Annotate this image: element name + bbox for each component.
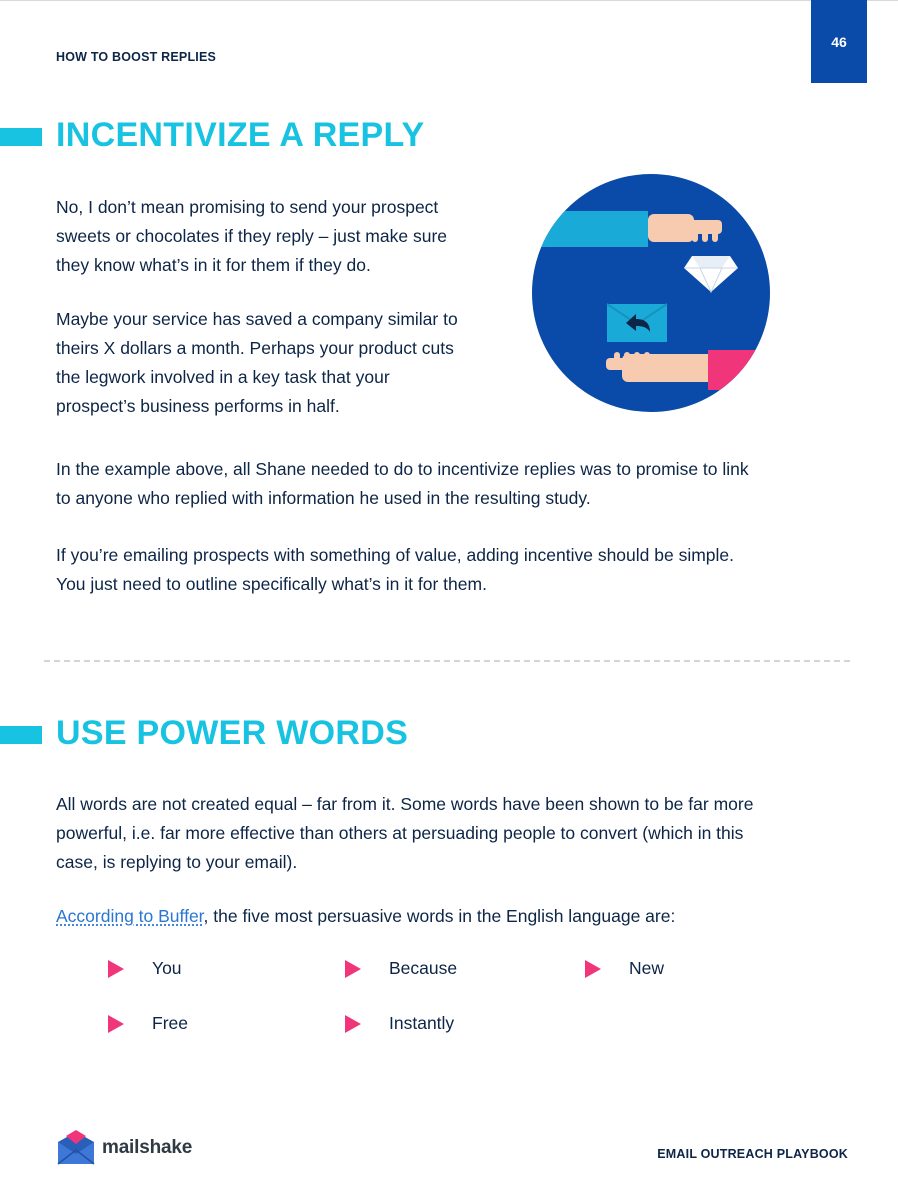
exchange-illustration bbox=[532, 174, 770, 412]
list-item: Free bbox=[108, 1013, 188, 1034]
buffer-link[interactable]: According to Buffer bbox=[56, 906, 204, 926]
section-accent-bar bbox=[0, 128, 42, 146]
section-title-incentivize: INCENTIVIZE A REPLY bbox=[56, 116, 425, 154]
triangle-bullet-icon bbox=[108, 1015, 124, 1033]
triangle-bullet-icon bbox=[585, 960, 601, 978]
triangle-bullet-icon bbox=[108, 960, 124, 978]
brand-wordmark: mailshake bbox=[102, 1137, 193, 1158]
paragraph-buffer: According to Buffer, the five most persuasive words in the English language are: bbox=[56, 906, 676, 926]
paragraph-power-words: All words are not created equal – far from it. Some words have been shown to be far more powerful, i.e. far more effective than others at persuading people to convert (which in this case, is replying to your email). bbox=[56, 794, 754, 872]
paragraph-service: Maybe your service has saved a company similar to theirs X dollars a month. Perhaps your product cuts the legwork involved in a key task that your prospect’s business performs in half. bbox=[56, 309, 458, 416]
section-accent-bar bbox=[0, 726, 42, 744]
paragraph-intro: No, I don’t mean promising to send your prospect sweets or chocolates if they reply – just make sure they know what’s in it for them if they do. bbox=[56, 197, 448, 275]
reply-email-icon bbox=[607, 304, 667, 342]
top-rule bbox=[0, 0, 898, 1]
section-divider bbox=[44, 660, 850, 662]
paragraph-example: In the example above, all Shane needed to do to incentivize replies was to promise to link to anyone who replied with information he used in the resulting study. bbox=[56, 459, 749, 508]
list-item: You bbox=[108, 958, 182, 979]
list-item: Because bbox=[345, 958, 457, 979]
list-item: New bbox=[585, 958, 664, 979]
section-title-power-words: USE POWER WORDS bbox=[56, 714, 409, 752]
page-number: 46 bbox=[831, 33, 847, 50]
mailshake-logo bbox=[56, 1130, 192, 1166]
running-head: HOW TO BOOST REPLIES bbox=[56, 50, 217, 64]
page-number-tab bbox=[811, 0, 867, 83]
footer-title: EMAIL OUTREACH PLAYBOOK bbox=[657, 1147, 848, 1161]
paragraph-value: If you’re emailing prospects with something of value, adding incentive should be simple. You just need to outline specifically what’s in it for them. bbox=[56, 545, 735, 594]
triangle-bullet-icon bbox=[345, 960, 361, 978]
mailshake-envelope-icon bbox=[56, 1130, 96, 1166]
triangle-bullet-icon bbox=[345, 1015, 361, 1033]
list-item: Instantly bbox=[345, 1013, 454, 1034]
